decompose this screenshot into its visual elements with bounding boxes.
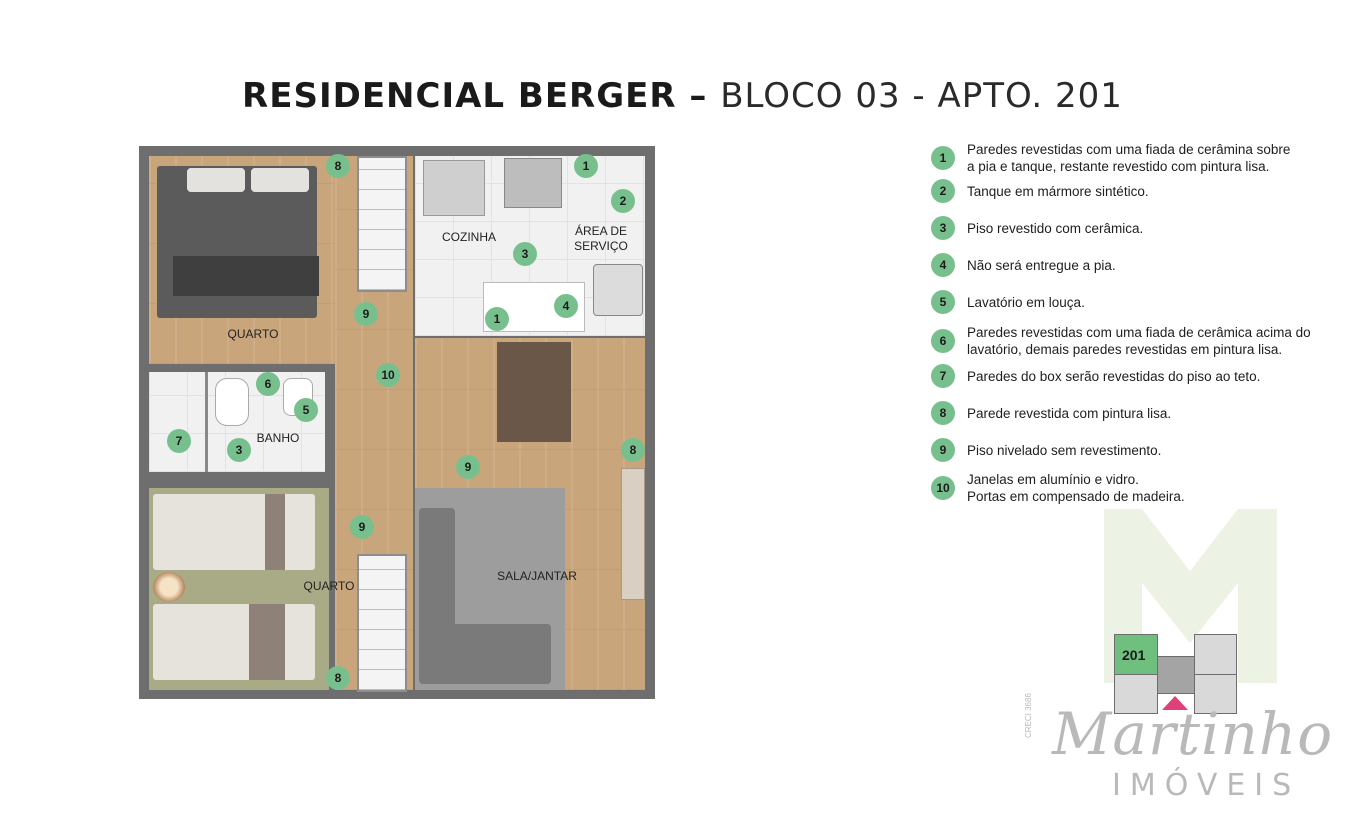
title-building: RESIDENCIAL BERGER: [242, 76, 677, 116]
legend-item: [931, 141, 1290, 175]
floor-plan: [139, 146, 655, 699]
room-label: QUARTO: [303, 579, 355, 593]
room-label: QUARTO: [227, 327, 279, 341]
title-unit: BLOCO 03 - APTO. 201: [720, 76, 1123, 116]
legend-number: 5: [931, 290, 955, 314]
plan-badge: 10: [376, 363, 400, 387]
lamp: [153, 572, 185, 602]
washing-machine: [593, 264, 643, 316]
legend-number: 4: [931, 253, 955, 277]
legend-text: Não será entregue a pia.: [967, 257, 1116, 273]
legend-text: Paredes revestidas com uma fiada de cerâmina sobre a pia e tanque, restante revestido com pintura lisa.: [967, 142, 1291, 174]
legend-item: [931, 324, 1311, 358]
dining-table: [497, 342, 571, 442]
blanket: [249, 604, 285, 680]
plan-badge: 7: [167, 429, 191, 453]
tv-unit: [621, 468, 645, 600]
block-core: [1157, 656, 1195, 694]
wardrobe-bottom: [357, 554, 407, 692]
plan-badge: 8: [326, 666, 350, 690]
title-dash: –: [676, 76, 721, 116]
legend-item: [931, 364, 1260, 388]
stove: [504, 158, 562, 208]
logo-creci: CRECI 3686: [1024, 693, 1033, 738]
legend-item: [931, 253, 1116, 277]
legend-number: 6: [931, 329, 955, 353]
legend-text: Paredes revestidas com uma fiada de cerâmica acima do lavatório, demais paredes revestidas em pintura lisa.: [967, 325, 1311, 357]
toilet: [215, 378, 249, 426]
bed-single-top: [153, 494, 315, 570]
legend-text: Piso revestido com cerâmica.: [967, 220, 1144, 236]
plan-badge: 1: [485, 307, 509, 331]
plan-badge: 6: [256, 372, 280, 396]
legend-text: Lavatório em louça.: [967, 294, 1085, 310]
room-label: ÁREA DE SERVIÇO: [574, 224, 628, 253]
legend-item: [931, 179, 1149, 203]
legend-number: 3: [931, 216, 955, 240]
legend-item: [931, 438, 1161, 462]
legend-text: Piso nivelado sem revestimento.: [967, 442, 1162, 458]
room-label: BANHO: [256, 431, 300, 445]
logo-subtitle: IMÓVEIS: [1112, 768, 1301, 803]
plan-badge: 3: [513, 242, 537, 266]
legend-text: Janelas em alumínio e vidro. Portas em compensado de madeira.: [967, 472, 1185, 504]
pillow: [187, 168, 245, 192]
legend-item: [931, 401, 1171, 425]
plan-badge: 2: [611, 189, 635, 213]
block-cell: [1194, 634, 1237, 676]
legend-text: Tanque em mármore sintético.: [967, 183, 1149, 199]
room-label: SALA/JANTAR: [497, 569, 577, 583]
logo-name: Martinho: [1052, 700, 1334, 768]
legend-number: 2: [931, 179, 955, 203]
legend-item: [931, 290, 1085, 314]
page-title: [0, 76, 1365, 116]
plan-badge: 5: [294, 398, 318, 422]
bed-single-bottom: [153, 604, 315, 680]
room-label: COZINHA: [442, 230, 496, 244]
wardrobe-top: [357, 156, 407, 292]
shower-wall: [205, 372, 208, 472]
unit-number: 201: [1122, 647, 1146, 663]
legend-number: 7: [931, 364, 955, 388]
plan-badge: 9: [456, 455, 480, 479]
plan-badge: 8: [621, 438, 645, 462]
legend-text: Parede revestida com pintura lisa.: [967, 405, 1172, 421]
pillow: [251, 168, 309, 192]
blanket: [173, 256, 319, 296]
fridge: [423, 160, 485, 216]
legend-number: 10: [931, 476, 955, 500]
plan-badge: 8: [326, 154, 350, 178]
blanket: [265, 494, 285, 570]
plan-badge: 9: [350, 515, 374, 539]
plan-badge: 3: [227, 438, 251, 462]
plan-badge: 9: [354, 302, 378, 326]
plan-badge: 4: [554, 294, 578, 318]
legend-item: [931, 471, 1185, 505]
legend-number: 1: [931, 146, 955, 170]
plan-badge: 1: [574, 154, 598, 178]
legend-number: 8: [931, 401, 955, 425]
legend-text: Paredes do box serão revestidas do piso ao teto.: [967, 368, 1261, 384]
legend-item: [931, 216, 1143, 240]
sofa-chaise: [439, 624, 551, 684]
legend-number: 9: [931, 438, 955, 462]
